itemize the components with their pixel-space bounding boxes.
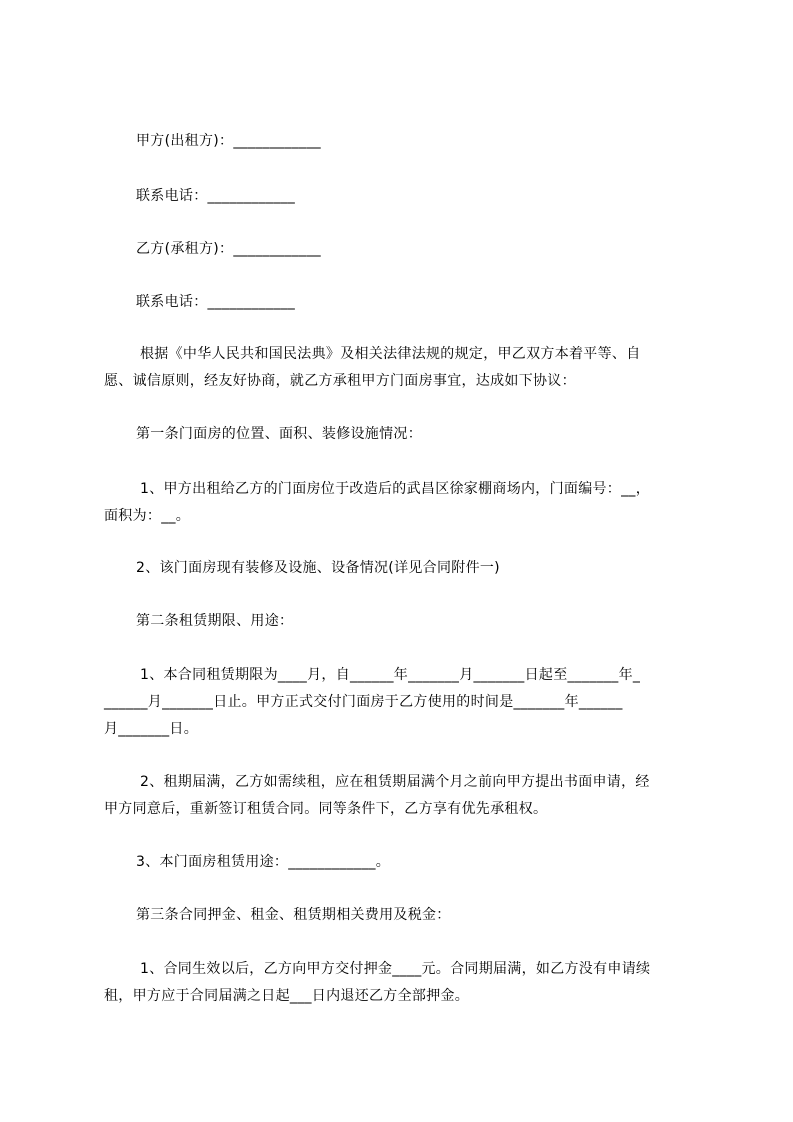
article-3-heading: 第三条合同押金、租金、租赁期相关费用及税金：: [136, 907, 451, 923]
article-2-item-3: 3、本门面房租赁用途：____________。: [136, 854, 391, 870]
article-2-item-1-line-2: ______月_______日止。甲方正式交付门面房于乙方使用的时间是_______年______: [104, 694, 623, 710]
preamble-line-2: 愿、诚信原则，经友好协商，就乙方承租甲方门面房事宜，达成如下协议：: [104, 373, 576, 389]
article-1-heading: 第一条门面房的位置、面积、装修设施情况：: [136, 426, 422, 442]
preamble-line-1: 根据《中华人民共和国民法典》及相关法律法规的规定，甲乙双方本着平等、自: [140, 346, 641, 362]
lessee-phone-line: 联系电话：____________: [136, 294, 296, 310]
article-3-item-1-line-1: 1、合同生效以后，乙方向甲方交付押金____元。合同期届满，如乙方没有申请续: [140, 961, 651, 977]
article-1-item-2: 2、该门面房现有装修及设施、设备情况(详见合同附件一): [136, 560, 500, 576]
lessor-party-line: 甲方(出租方)：____________: [136, 133, 321, 149]
article-2-item-2-line-1: 2、租期届满，乙方如需续租，应在租赁期届满个月之前向甲方提出书面申请，经: [140, 774, 650, 790]
lessor-phone-line: 联系电话：____________: [136, 188, 296, 204]
article-2-item-2-line-2: 甲方同意后，重新签订租赁合同。同等条件下，乙方享有优先承租权。: [104, 801, 548, 817]
article-2-item-1-line-3: 月_______日。: [104, 721, 198, 737]
lessee-party-line: 乙方(承租方)：____________: [136, 241, 321, 257]
article-1-item-1-line-2: 面积为：__。: [104, 508, 191, 524]
article-2-heading: 第二条租赁期限、用途：: [136, 613, 294, 629]
article-2-item-1-line-1: 1、本合同租赁期限为____月，自______年_______月_______日起至_______年_: [140, 667, 641, 683]
article-3-item-1-line-2: 租，甲方应于合同届满之日起___日内退还乙方全部押金。: [104, 988, 470, 1004]
article-1-item-1-line-1: 1、甲方出租给乙方的门面房位于改造后的武昌区徐家棚商场内，门面编号：__，: [140, 481, 651, 497]
